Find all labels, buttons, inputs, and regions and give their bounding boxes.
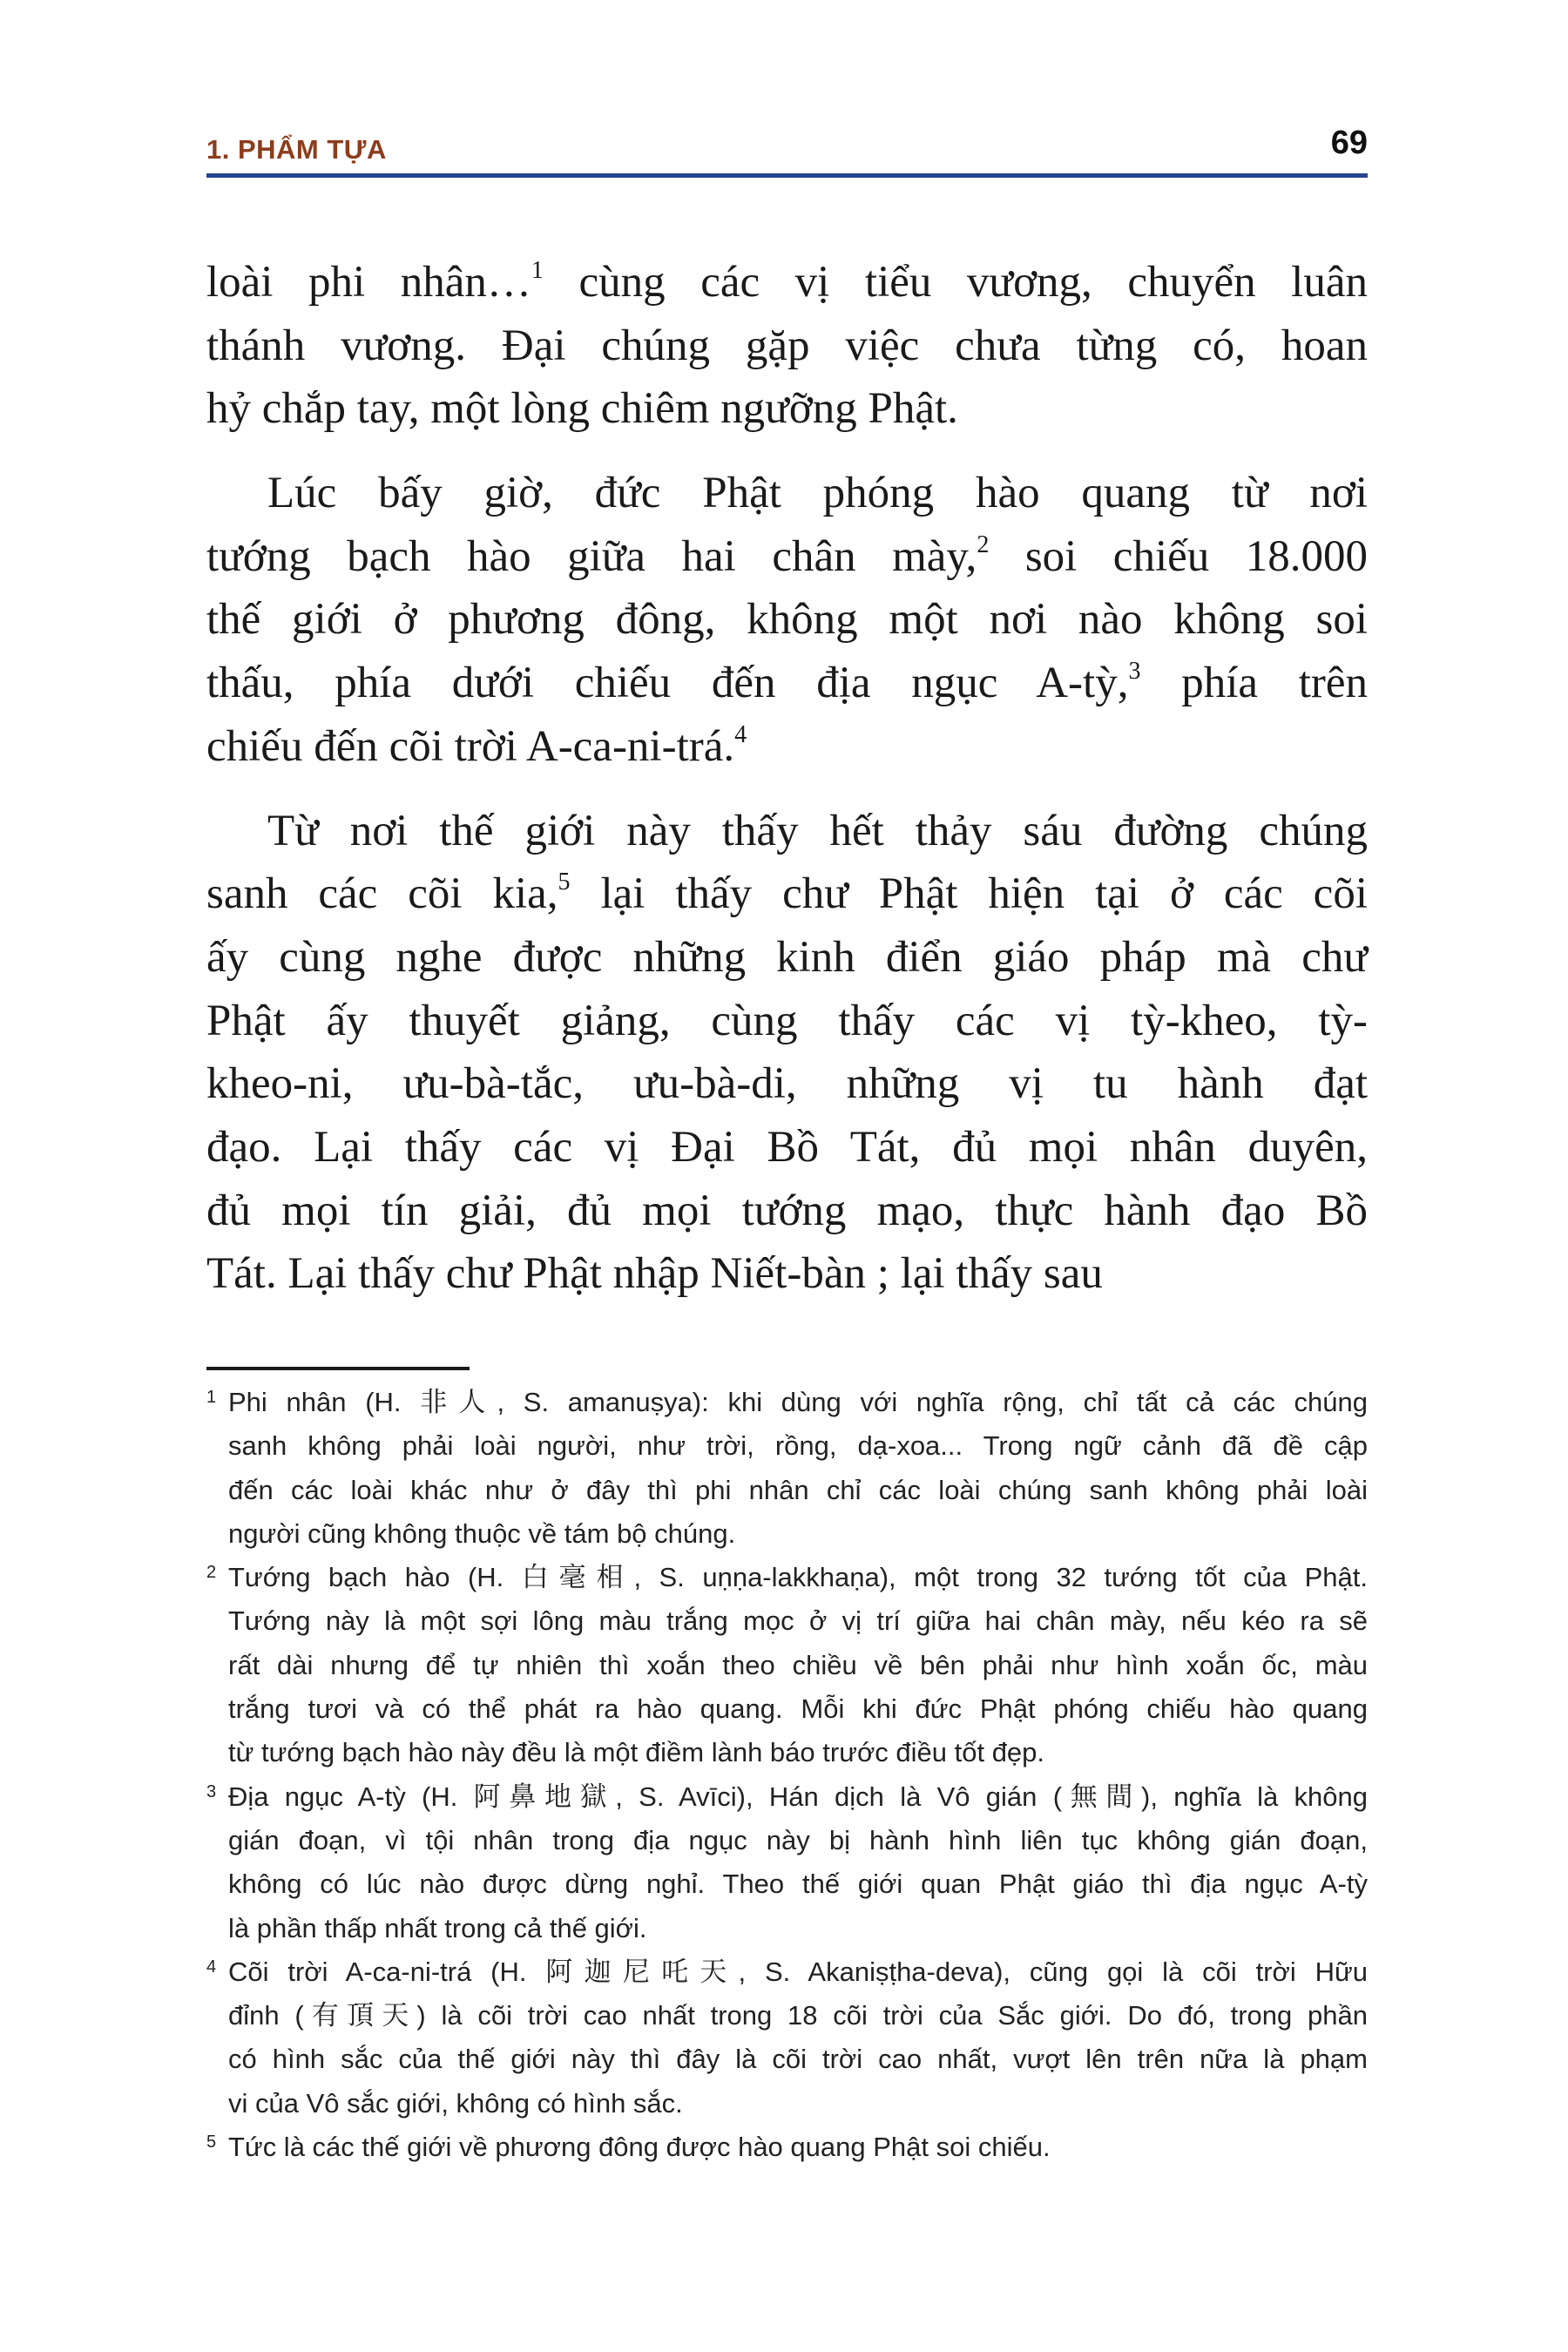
chapter-title: 1. PHẨM TỰA — [206, 134, 387, 165]
footnote — [206, 1950, 1368, 2126]
page-number: 69 — [1330, 125, 1368, 161]
text-line: Lúc bấy giờ, đức Phật phóng hào quang từ nơi — [267, 469, 1368, 518]
running-header — [206, 122, 1368, 166]
paragraph — [206, 251, 1368, 441]
footnote-line: rất dài nhưng để tự nhiên thì xoắn theo chiều về bên phải như hình xoắn ốc, màu — [228, 1649, 1368, 1680]
footnote-ref: 3 — [1128, 658, 1141, 686]
text-line: thánh vương. Đại chúng gặp việc chưa từng có, hoan — [206, 321, 1368, 370]
footnote-line: Tướng bạch hào (H. 白毫相, S. uṇṇa-lakkhaṇa), một trong 32 tướng tốt của Phật. — [228, 1562, 1368, 1593]
footnote-line: người cũng không thuộc về tám bộ chúng. — [228, 1517, 736, 1549]
footnote-number: 5 — [206, 2132, 217, 2153]
footnote-line: Tức là các thế giới về phương đông được hào quang Phật soi chiếu. — [228, 2132, 1051, 2163]
footnote-ref: 1 — [531, 256, 544, 284]
text-line: tướng bạch hào giữa hai chân mày,$^2$ soi chiếu 18.000 — [206, 531, 1368, 581]
footnote-number: 1 — [206, 1388, 217, 1407]
footnote-number: 3 — [206, 1781, 217, 1801]
footnote-line: Cõi trời A-ca-ni-trá (H. 阿迦尼吒天, S. Akaniṣṭha-deva), cũng gọi là cõi trời Hữu — [228, 1956, 1368, 1987]
footnote-number: 2 — [206, 1563, 217, 1583]
footnote — [206, 2126, 1368, 2169]
text-line: ấy cùng nghe được những kinh điển giáo pháp mà chư — [206, 932, 1368, 982]
footnote — [206, 1556, 1368, 1774]
text-line: thấu, phía dưới chiếu đến địa ngục A-tỳ,$^3$ phía trên — [206, 658, 1368, 708]
footnote-line: là phần thấp nhất trong cả thế giới. — [228, 1912, 647, 1943]
text-line: Từ nơi thế giới này thấy hết thảy sáu đường chúng — [267, 806, 1368, 855]
footnote-line: vi của Vô sắc giới, không có hình sắc. — [228, 2087, 683, 2119]
footnote-separator — [206, 1367, 470, 1370]
text-line: sanh các cõi kia,$^5$ lại thấy chư Phật hiện tại ở các cõi — [206, 868, 1368, 919]
text-line: kheo-ni, ưu-bà-tắc, ưu-bà-di, những vị tu hành đạt — [206, 1059, 1368, 1109]
footnote-line: đến các loài khác như ở đây thì phi nhân chỉ các loài chúng sanh không phải loài — [228, 1474, 1368, 1505]
footnote-line: không có lúc nào được dừng nghỉ. Theo thế giới quan Phật giáo thì địa ngục A-tỳ — [228, 1869, 1368, 1900]
text-line: thế giới ở phương đông, không một nơi nào không soi — [206, 595, 1368, 645]
footnote-ref: 2 — [977, 531, 990, 558]
text-line: hỷ chắp tay, một lòng chiêm ngưỡng Phật. — [206, 384, 958, 434]
footnote — [206, 1381, 1368, 1556]
footnote-line: từ tướng bạch hào này đều là một điềm lành báo trước điều tốt đẹp. — [228, 1737, 1045, 1768]
footnotes — [206, 1381, 1368, 2169]
footnote-line: sanh không phải loài người, như trời, rồng, dạ-xoa... Trong ngữ cảnh đã đề cập — [228, 1430, 1368, 1462]
text-line: Phật ấy thuyết giảng, cùng thấy các vị tỳ-kheo, tỳ- — [206, 996, 1368, 1045]
footnote-line: trắng tươi và có thể phát ra hào quang. Mỗi khi đức Phật phóng chiếu hào quang — [228, 1693, 1368, 1725]
paragraph — [206, 462, 1368, 778]
footnote-line: Địa ngục A-tỳ (H. 阿鼻地獄, S. Avīci), Hán dịch là Vô gián (無間), nghĩa là không — [228, 1781, 1368, 1812]
footnote-line: Tướng này là một sợi lông màu trắng mọc ở vị trí giữa hai chân mày, nếu kéo ra sẽ — [228, 1605, 1368, 1637]
text-line: đủ mọi tín giải, đủ mọi tướng mạo, thực hành đạo Bồ — [206, 1186, 1368, 1235]
footnote-line: Phi nhân (H. 非人, S. amanuṣya): khi dùng với nghĩa rộng, chỉ tất cả các chúng — [228, 1387, 1368, 1417]
body-text — [206, 251, 1368, 1327]
text-line: loài phi nhân…$^1$ cùng các vị tiểu vương, chuyển luân — [206, 256, 1368, 307]
footnote-line: đỉnh (有頂天) là cõi trời cao nhất trong 18 cõi trời của Sắc giới. Do đó, trong phần — [228, 2000, 1368, 2031]
footnote-ref: 5 — [558, 868, 571, 896]
text-line: Tát. Lại thấy chư Phật nhập Niết-bàn ; lại thấy sau — [206, 1249, 1103, 1299]
footnote-line: gián đoạn, vì tội nhân trong địa ngục này bị hành hình liên tục không gián đoạn, — [228, 1824, 1368, 1855]
text-line: chiếu đến cõi trời A-ca-ni-trá.$^4$ — [206, 720, 747, 771]
header-rule — [206, 173, 1368, 178]
text-line: đạo. Lại thấy các vị Đại Bồ Tát, đủ mọi nhân duyên, — [206, 1122, 1368, 1172]
footnote-ref: 4 — [734, 720, 747, 748]
footnote-line: có hình sắc của thế giới này thì đây là cõi trời cao nhất, vượt lên trên nữa là phạm — [228, 2044, 1368, 2075]
footnote — [206, 1775, 1368, 1950]
footnote-number: 4 — [206, 1957, 217, 1977]
paragraph — [206, 800, 1368, 1307]
